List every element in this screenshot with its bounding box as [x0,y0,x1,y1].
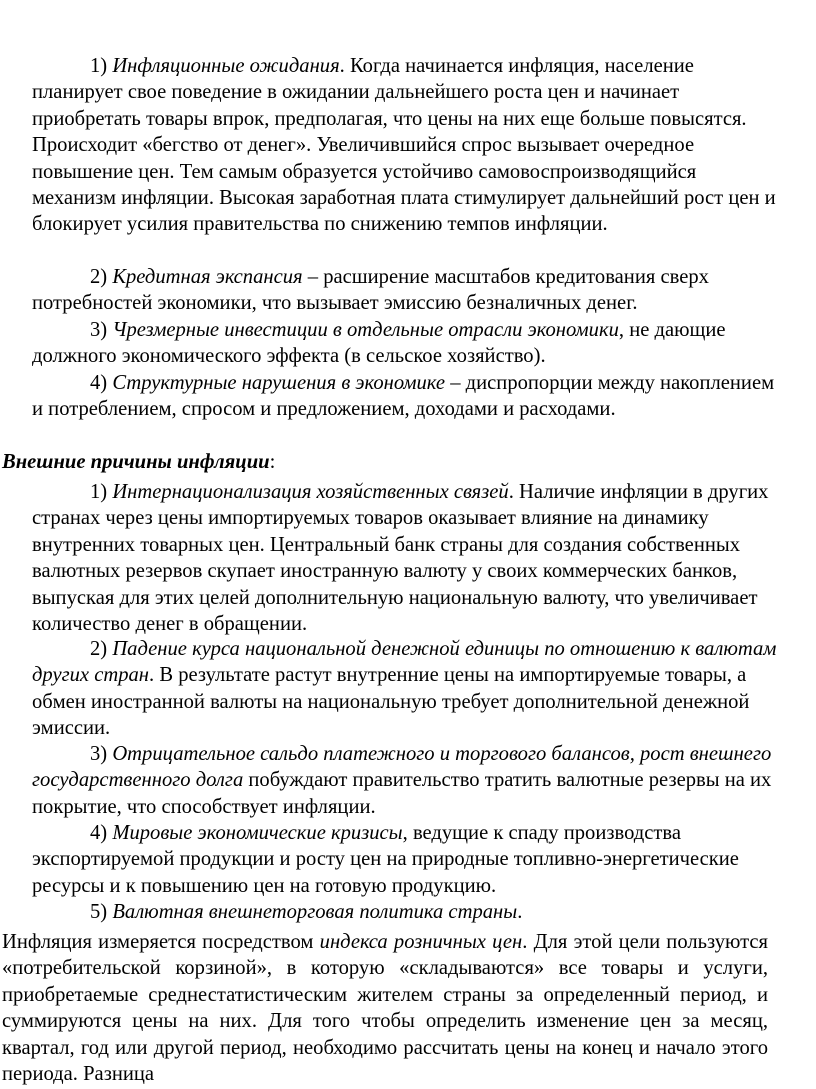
heading-text: Внешние причины инфляции [2,451,270,473]
item-number: 4) [90,372,113,394]
item-term: Структурные нарушения в экономике [112,372,446,394]
item-term: Валютная внешнеторговая политика страны [112,901,518,923]
item-number: 4) [90,822,113,844]
paragraph-external-3 [32,741,784,820]
paragraph-internal-3 [32,317,784,370]
paragraph-internal-1 [32,53,784,238]
final-text-start: Инфляция измеряется посредством [2,931,320,953]
paragraph-internal-4 [32,370,784,423]
paragraph-external-4 [32,820,784,899]
item-term: Интернационализация хозяйственных связей [112,481,509,503]
item-text: побуждают правительство тратить валютные резервы на их покрытие, что способствует инфляции. [32,769,772,818]
item-number: 2) [90,638,113,660]
item-term: Кредитная экспансия [112,266,303,288]
item-number: 1) [90,481,113,503]
item-text: . Когда начинается инфляция, население планирует свое поведение в ожидании дальнейшего роста цен и начинает приобретать товары впрок, предполагая, что цены на них еще больше повысятся. Происходит «бегство от денег». Увеличившийся спрос вызывает очередное повышение цен. Тем самым образуется устойчиво самовоспроизводящийся механизм инфляции. Высокая заработная плата стимулирует дальнейший рост цен и блокирует усилия правительства по снижению темпов инфляции. [32,55,776,236]
item-term: Инфляционные ожидания [112,55,340,77]
final-term: индекса розничных цен [319,931,523,953]
paragraph-final [2,929,768,1087]
item-text: . В результате растут внутренние цены на импортируемые товары, а обмен иностранной валюты на национальную требует дополнительной денежной эмиссии. [32,664,750,740]
paragraph-external-1 [32,479,784,637]
section-heading [2,449,784,475]
item-number: 1) [90,55,113,77]
item-term: Мировые экономические кризисы [112,822,403,844]
item-number: 3) [90,319,113,341]
item-number: 2) [90,266,113,288]
item-term: Отрицательное сальдо платежного и торгового балансов, рост внешнего государственного долга [32,743,772,792]
item-number: 3) [90,743,113,765]
item-text: , не дающие должного экономического эффекта (в сельское хозяйство). [32,319,726,368]
item-term: Падение курса национальной денежной единицы по отношению к валютам других стран [32,638,777,687]
item-text: . [517,901,523,923]
heading-colon: : [269,451,276,473]
paragraph-internal-2 [32,264,784,317]
item-text: . Наличие инфляции в других странах через цены импортируемых товаров оказывает влияние на динамику внутренних товарных цен. Центральный банк страны для создания собственных валютных резервов скупает иностранную валюту у своих коммерческих банков, выпуская для этих целей дополнительную национальную валюту, что увеличивает количество денег в обращении. [32,481,769,636]
paragraph-external-2 [32,636,784,742]
item-number: 5) [90,901,113,923]
item-text: , ведущие к спаду производства экспортируемой продукции и росту цен на природные топливно-энергетические ресурсы и к повышению цен на готовую продукцию. [32,822,739,897]
item-term: Чрезмерные инвестиции в отдельные отрасли экономики [112,319,619,341]
final-text-rest: . Для этой цели пользуются «потребительской корзиной», в которую «складываются» все товары и услуги, приобретаемые среднестатистическим жителем страны за определенный период, и суммируются цены на них. Для того чтобы определить изменение цен за месяц, квартал, год или другой период, необходимо рассчитать цены на конец и начало этого периода. Разница [2,931,768,1086]
paragraph-external-5 [32,899,784,925]
item-text: – расширение масштабов кредитования сверх потребностей экономики, что вызывает эмиссию безналичных денег. [32,266,709,315]
item-text: – диспропорции между накоплением и потреблением, спросом и предложением, доходами и расходами. [32,372,775,421]
